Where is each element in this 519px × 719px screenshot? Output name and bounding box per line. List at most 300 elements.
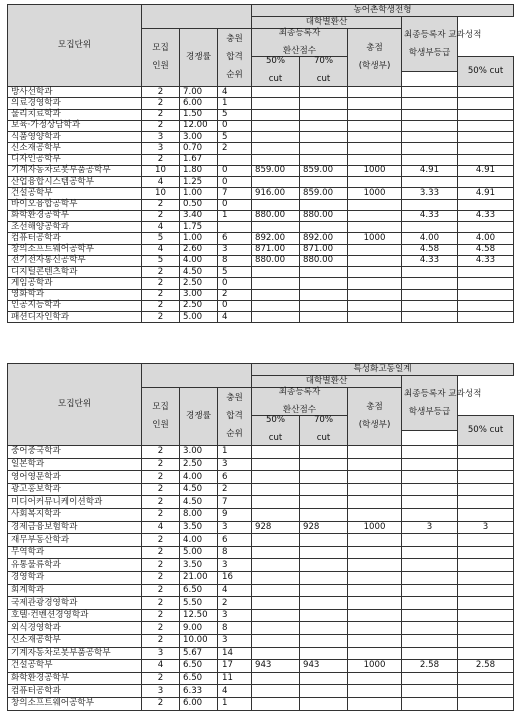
header-unit: 모집단위 xyxy=(8,364,142,446)
cell-quota: 4 xyxy=(142,244,180,255)
cell-total xyxy=(348,609,402,622)
cell-rank: 7 xyxy=(218,496,252,509)
header-spacer xyxy=(142,364,180,388)
cell-competition: 1.67 xyxy=(180,154,218,165)
cell-unit: 조선해양공학과 xyxy=(8,222,142,233)
cell-grade-70 xyxy=(458,697,514,710)
cell-total xyxy=(348,546,402,559)
cell-competition: 2.50 xyxy=(180,300,218,311)
cell-rank: 0 xyxy=(218,278,252,289)
cell-rank: 0 xyxy=(218,165,252,176)
cell-grade-50: 4.33 xyxy=(402,255,458,266)
header-final-score: 최종등록자 환산점수 xyxy=(252,388,348,416)
header-quota: 모집 인원 xyxy=(142,29,180,87)
cell-unit: 기계자동차로봇부품공학부 xyxy=(8,165,142,176)
cell-quota: 2 xyxy=(142,458,180,471)
admission-table-rural xyxy=(7,4,514,323)
cell-quota: 2 xyxy=(142,120,180,131)
table-row xyxy=(8,597,514,610)
table-row xyxy=(8,312,514,323)
cell-competition: 1.00 xyxy=(180,233,218,244)
cell-grade-50 xyxy=(402,87,458,98)
table-row xyxy=(8,546,514,559)
cell-competition: 7.00 xyxy=(180,87,218,98)
cell-rank: 3 xyxy=(218,609,252,622)
cell-cut-70: 892.00 xyxy=(300,233,348,244)
cell-quota: 2 xyxy=(142,559,180,572)
cell-unit: 의료경영학과 xyxy=(8,98,142,109)
cell-grade-70 xyxy=(458,622,514,635)
cell-grade-50 xyxy=(402,199,458,210)
cell-competition: 3.40 xyxy=(180,210,218,221)
cell-grade-50 xyxy=(402,471,458,484)
cell-cut-70 xyxy=(300,177,348,188)
cell-quota: 3 xyxy=(142,685,180,698)
cell-total xyxy=(348,312,402,323)
cell-cut-50: 880.00 xyxy=(252,210,300,221)
cell-cut-50 xyxy=(252,199,300,210)
cell-cut-50 xyxy=(252,154,300,165)
cell-cut-70: 859.00 xyxy=(300,188,348,199)
cell-competition: 10.00 xyxy=(180,635,218,648)
cell-grade-70: 4.58 xyxy=(458,244,514,255)
cell-cut-70: 880.00 xyxy=(300,255,348,266)
cell-quota: 2 xyxy=(142,289,180,300)
cell-competition: 3.00 xyxy=(180,289,218,300)
cell-rank: 8 xyxy=(218,255,252,266)
cell-cut-50 xyxy=(252,647,300,660)
cell-rank: 5 xyxy=(218,132,252,143)
cell-competition: 8.00 xyxy=(180,509,218,522)
header-final-score: 최종등록자 환산점수 xyxy=(252,29,348,57)
cell-competition: 6.00 xyxy=(180,697,218,710)
cell-quota: 2 xyxy=(142,210,180,221)
cell-total xyxy=(348,647,402,660)
cell-cut-70 xyxy=(300,647,348,660)
cell-grade-50 xyxy=(402,559,458,572)
cell-grade-50 xyxy=(402,278,458,289)
table-row xyxy=(8,120,514,131)
cell-rank: 0 xyxy=(218,199,252,210)
table-row xyxy=(8,458,514,471)
table-row xyxy=(8,609,514,622)
cell-competition: 6.50 xyxy=(180,584,218,597)
cell-cut-70 xyxy=(300,109,348,120)
cell-competition: 2.50 xyxy=(180,458,218,471)
cell-cut-50 xyxy=(252,143,300,154)
cell-quota: 2 xyxy=(142,635,180,648)
cell-cut-50: 943 xyxy=(252,660,300,673)
cell-rank: 2 xyxy=(218,143,252,154)
cell-total xyxy=(348,622,402,635)
cell-grade-70 xyxy=(458,584,514,597)
cell-rank xyxy=(218,154,252,165)
cell-grade-50 xyxy=(402,635,458,648)
table-row xyxy=(8,559,514,572)
cell-competition: 2.60 xyxy=(180,244,218,255)
cell-rank: 4 xyxy=(218,584,252,597)
cell-quota: 10 xyxy=(142,165,180,176)
cell-total xyxy=(348,132,402,143)
cell-grade-70 xyxy=(458,143,514,154)
header-g50: 50% cut xyxy=(458,416,514,446)
cell-unit: 산업융합시스템공학부 xyxy=(8,177,142,188)
table-row xyxy=(8,199,514,210)
header-p50: 50% cut xyxy=(252,57,300,87)
cell-rank: 4 xyxy=(218,87,252,98)
header-spacer xyxy=(218,5,252,29)
cell-total xyxy=(348,458,402,471)
cell-grade-70 xyxy=(458,312,514,323)
cell-cut-50 xyxy=(252,289,300,300)
table-row xyxy=(8,635,514,648)
table-row xyxy=(8,471,514,484)
header-unit: 모집단위 xyxy=(8,5,142,87)
header-p70: 70% cut xyxy=(300,57,348,87)
cell-quota: 3 xyxy=(142,132,180,143)
cell-unit: 창의소프트웨어공학부 xyxy=(8,244,142,255)
cell-cut-70 xyxy=(300,546,348,559)
cell-grade-70 xyxy=(458,609,514,622)
cell-competition: 0.50 xyxy=(180,199,218,210)
cell-rank: 4 xyxy=(218,312,252,323)
cell-rank: 6 xyxy=(218,534,252,547)
table-row xyxy=(8,446,514,459)
cell-total xyxy=(348,278,402,289)
header-rank: 충원 합격 순위 xyxy=(218,29,252,87)
cell-quota: 2 xyxy=(142,471,180,484)
cell-unit: 화학환경공학부 xyxy=(8,210,142,221)
cell-quota: 2 xyxy=(142,300,180,311)
cell-rank: 0 xyxy=(218,177,252,188)
admission-table-vocational xyxy=(7,363,514,711)
table-row xyxy=(8,300,514,311)
cell-rank: 8 xyxy=(218,546,252,559)
cell-total xyxy=(348,446,402,459)
table-row xyxy=(8,165,514,176)
cell-cut-50 xyxy=(252,312,300,323)
cell-competition: 6.50 xyxy=(180,660,218,673)
cell-quota: 2 xyxy=(142,109,180,120)
cell-grade-70 xyxy=(458,177,514,188)
cell-total xyxy=(348,222,402,233)
cell-unit: 패션디자인학과 xyxy=(8,312,142,323)
cell-quota: 2 xyxy=(142,584,180,597)
cell-unit: 방사선학과 xyxy=(8,87,142,98)
cell-total xyxy=(348,255,402,266)
cell-quota: 5 xyxy=(142,255,180,266)
cell-cut-70 xyxy=(300,509,348,522)
cell-grade-70: 3 xyxy=(458,521,514,534)
cell-quota: 2 xyxy=(142,534,180,547)
cell-grade-50 xyxy=(402,289,458,300)
cell-quota: 2 xyxy=(142,312,180,323)
cell-grade-70 xyxy=(458,496,514,509)
cell-total xyxy=(348,597,402,610)
cell-total xyxy=(348,177,402,188)
cell-cut-70 xyxy=(300,154,348,165)
cell-rank: 2 xyxy=(218,483,252,496)
cell-unit: 영화학과 xyxy=(8,289,142,300)
cell-total xyxy=(348,697,402,710)
cell-grade-70 xyxy=(458,458,514,471)
cell-unit: 경영학과 xyxy=(8,572,142,585)
cell-cut-70 xyxy=(300,458,348,471)
cell-rank: 8 xyxy=(218,622,252,635)
cell-rank: 5 xyxy=(218,267,252,278)
cell-rank: 0 xyxy=(218,120,252,131)
cell-unit: 유통물류학과 xyxy=(8,559,142,572)
cell-competition: 6.50 xyxy=(180,672,218,685)
section-title: 농어촌학생전형 xyxy=(252,5,514,17)
table-row xyxy=(8,87,514,98)
cell-grade-50 xyxy=(402,672,458,685)
cell-unit: 신소재공학부 xyxy=(8,635,142,648)
cell-cut-70 xyxy=(300,483,348,496)
cell-total xyxy=(348,300,402,311)
cell-quota: 2 xyxy=(142,278,180,289)
cell-grade-50 xyxy=(402,154,458,165)
cell-quota: 4 xyxy=(142,521,180,534)
cell-rank: 3 xyxy=(218,458,252,471)
cell-unit: 창의소프트웨어공학부 xyxy=(8,697,142,710)
cell-unit: 일본학과 xyxy=(8,458,142,471)
header-spacer xyxy=(218,364,252,388)
cell-total: 1000 xyxy=(348,521,402,534)
table-row xyxy=(8,154,514,165)
cell-grade-50: 2.58 xyxy=(402,660,458,673)
cell-rank: 9 xyxy=(218,509,252,522)
cell-rank: 5 xyxy=(218,109,252,120)
cell-rank: 6 xyxy=(218,471,252,484)
cell-rank xyxy=(218,222,252,233)
cell-cut-50: 928 xyxy=(252,521,300,534)
cell-grade-70 xyxy=(458,222,514,233)
cell-competition: 9.00 xyxy=(180,622,218,635)
cell-total: 1000 xyxy=(348,233,402,244)
table-row xyxy=(8,132,514,143)
cell-quota: 2 xyxy=(142,154,180,165)
cell-cut-50 xyxy=(252,597,300,610)
cell-cut-50 xyxy=(252,446,300,459)
cell-unit: 호텔·컨벤션경영학과 xyxy=(8,609,142,622)
cell-rank: 16 xyxy=(218,572,252,585)
cell-cut-50 xyxy=(252,300,300,311)
cell-total xyxy=(348,685,402,698)
cell-competition: 5.67 xyxy=(180,647,218,660)
cell-unit: 기계자동차로봇부품공학부 xyxy=(8,647,142,660)
table-row xyxy=(8,222,514,233)
table-row xyxy=(8,647,514,660)
header-p70: 70% cut xyxy=(300,416,348,446)
cell-unit: 중어중국학과 xyxy=(8,446,142,459)
cell-rank: 1 xyxy=(218,446,252,459)
cell-grade-50 xyxy=(402,312,458,323)
cell-quota: 2 xyxy=(142,483,180,496)
cell-grade-50 xyxy=(402,222,458,233)
cell-competition: 21.00 xyxy=(180,572,218,585)
table-row xyxy=(8,697,514,710)
cell-quota: 2 xyxy=(142,98,180,109)
cell-cut-70 xyxy=(300,267,348,278)
cell-total xyxy=(348,471,402,484)
cell-total xyxy=(348,154,402,165)
cell-unit: 전기전자통신공학부 xyxy=(8,255,142,266)
cell-total xyxy=(348,87,402,98)
cell-grade-70 xyxy=(458,559,514,572)
cell-cut-50 xyxy=(252,635,300,648)
cell-total xyxy=(348,109,402,120)
cell-cut-70 xyxy=(300,143,348,154)
cell-total xyxy=(348,496,402,509)
cell-cut-50: 892.00 xyxy=(252,233,300,244)
cell-unit: 인공지능학과 xyxy=(8,300,142,311)
cell-grade-70 xyxy=(458,572,514,585)
cell-rank: 1 xyxy=(218,98,252,109)
cell-cut-70: 943 xyxy=(300,660,348,673)
rural-table-body xyxy=(8,87,514,323)
table-row xyxy=(8,267,514,278)
cell-grade-50 xyxy=(402,98,458,109)
cell-quota: 2 xyxy=(142,509,180,522)
cell-quota: 2 xyxy=(142,609,180,622)
cell-quota: 2 xyxy=(142,267,180,278)
cell-grade-70: 4.33 xyxy=(458,255,514,266)
cell-grade-50 xyxy=(402,177,458,188)
cell-cut-50 xyxy=(252,697,300,710)
cell-cut-50 xyxy=(252,458,300,471)
cell-cut-50 xyxy=(252,98,300,109)
cell-grade-70 xyxy=(458,509,514,522)
table-row xyxy=(8,233,514,244)
cell-quota: 2 xyxy=(142,697,180,710)
cell-unit: 무역학과 xyxy=(8,546,142,559)
cell-competition: 2.50 xyxy=(180,278,218,289)
cell-grade-70 xyxy=(458,685,514,698)
table-row xyxy=(8,210,514,221)
cell-cut-50 xyxy=(252,496,300,509)
cell-grade-70 xyxy=(458,98,514,109)
cell-unit: 회계학과 xyxy=(8,584,142,597)
cell-competition: 3.00 xyxy=(180,132,218,143)
cell-cut-50: 880.00 xyxy=(252,255,300,266)
header-competition: 경쟁률 xyxy=(180,29,218,87)
cell-cut-50 xyxy=(252,483,300,496)
cell-rank: 7 xyxy=(218,188,252,199)
cell-quota: 2 xyxy=(142,199,180,210)
cell-cut-50 xyxy=(252,546,300,559)
cell-unit: 물리치료학과 xyxy=(8,109,142,120)
cell-grade-50: 4.91 xyxy=(402,165,458,176)
cell-grade-50 xyxy=(402,496,458,509)
cell-grade-70: 4.91 xyxy=(458,165,514,176)
cell-cut-70: 928 xyxy=(300,521,348,534)
cell-unit: 바이오융합공학부 xyxy=(8,199,142,210)
cell-competition: 5.00 xyxy=(180,546,218,559)
cell-grade-50: 4.33 xyxy=(402,210,458,221)
cell-cut-70 xyxy=(300,572,348,585)
table-row xyxy=(8,278,514,289)
cell-total xyxy=(348,672,402,685)
cell-grade-50: 4.00 xyxy=(402,233,458,244)
header-spacer xyxy=(142,5,180,29)
cell-total xyxy=(348,509,402,522)
cell-competition: 1.25 xyxy=(180,177,218,188)
cell-grade-70 xyxy=(458,534,514,547)
cell-grade-50 xyxy=(402,622,458,635)
cell-cut-50 xyxy=(252,622,300,635)
cell-cut-50 xyxy=(252,132,300,143)
cell-grade-70 xyxy=(458,154,514,165)
cell-total xyxy=(348,584,402,597)
header-total: 총점 (학생부) xyxy=(348,388,402,446)
cell-competition: 12.50 xyxy=(180,609,218,622)
cell-total xyxy=(348,267,402,278)
header-conversion: 대학별환산 xyxy=(252,376,402,388)
cell-rank: 4 xyxy=(218,685,252,698)
cell-quota: 10 xyxy=(142,188,180,199)
header-spacer xyxy=(180,364,218,388)
cell-unit: 재무부동산학과 xyxy=(8,534,142,547)
cell-cut-70 xyxy=(300,300,348,311)
cell-rank: 3 xyxy=(218,244,252,255)
cell-cut-50 xyxy=(252,222,300,233)
cell-cut-70 xyxy=(300,98,348,109)
cell-rank: 6 xyxy=(218,233,252,244)
header-competition: 경쟁률 xyxy=(180,388,218,446)
cell-unit: 디지털콘텐츠학과 xyxy=(8,267,142,278)
cell-grade-50 xyxy=(402,120,458,131)
cell-grade-70 xyxy=(458,300,514,311)
table-row xyxy=(8,143,514,154)
cell-rank: 14 xyxy=(218,647,252,660)
cell-grade-70 xyxy=(458,672,514,685)
cell-cut-50 xyxy=(252,120,300,131)
cell-competition: 1.00 xyxy=(180,188,218,199)
cell-cut-70 xyxy=(300,289,348,300)
cell-cut-50 xyxy=(252,509,300,522)
cell-grade-70: 2.58 xyxy=(458,660,514,673)
header-p50: 50% cut xyxy=(252,416,300,446)
cell-grade-70: 4.33 xyxy=(458,210,514,221)
cell-grade-70 xyxy=(458,109,514,120)
cell-rank: 11 xyxy=(218,672,252,685)
cell-unit: 국제관광경영학과 xyxy=(8,597,142,610)
cell-competition: 4.00 xyxy=(180,255,218,266)
table-row xyxy=(8,660,514,673)
cell-cut-50 xyxy=(252,177,300,188)
header-quota: 모집 인원 xyxy=(142,388,180,446)
cell-competition: 3.50 xyxy=(180,559,218,572)
cell-cut-70 xyxy=(300,199,348,210)
cell-cut-50: 859.00 xyxy=(252,165,300,176)
table-row xyxy=(8,534,514,547)
cell-unit: 건설공학부 xyxy=(8,188,142,199)
cell-quota: 2 xyxy=(142,446,180,459)
cell-grade-50 xyxy=(402,546,458,559)
cell-unit: 화학환경공학부 xyxy=(8,672,142,685)
table-row xyxy=(8,188,514,199)
cell-cut-50 xyxy=(252,572,300,585)
cell-total xyxy=(348,143,402,154)
table-row xyxy=(8,255,514,266)
table-row xyxy=(8,177,514,188)
cell-cut-70 xyxy=(300,685,348,698)
cell-rank: 3 xyxy=(218,521,252,534)
header-conversion: 대학별환산 xyxy=(252,17,402,29)
cell-quota: 4 xyxy=(142,660,180,673)
cell-grade-50 xyxy=(402,609,458,622)
